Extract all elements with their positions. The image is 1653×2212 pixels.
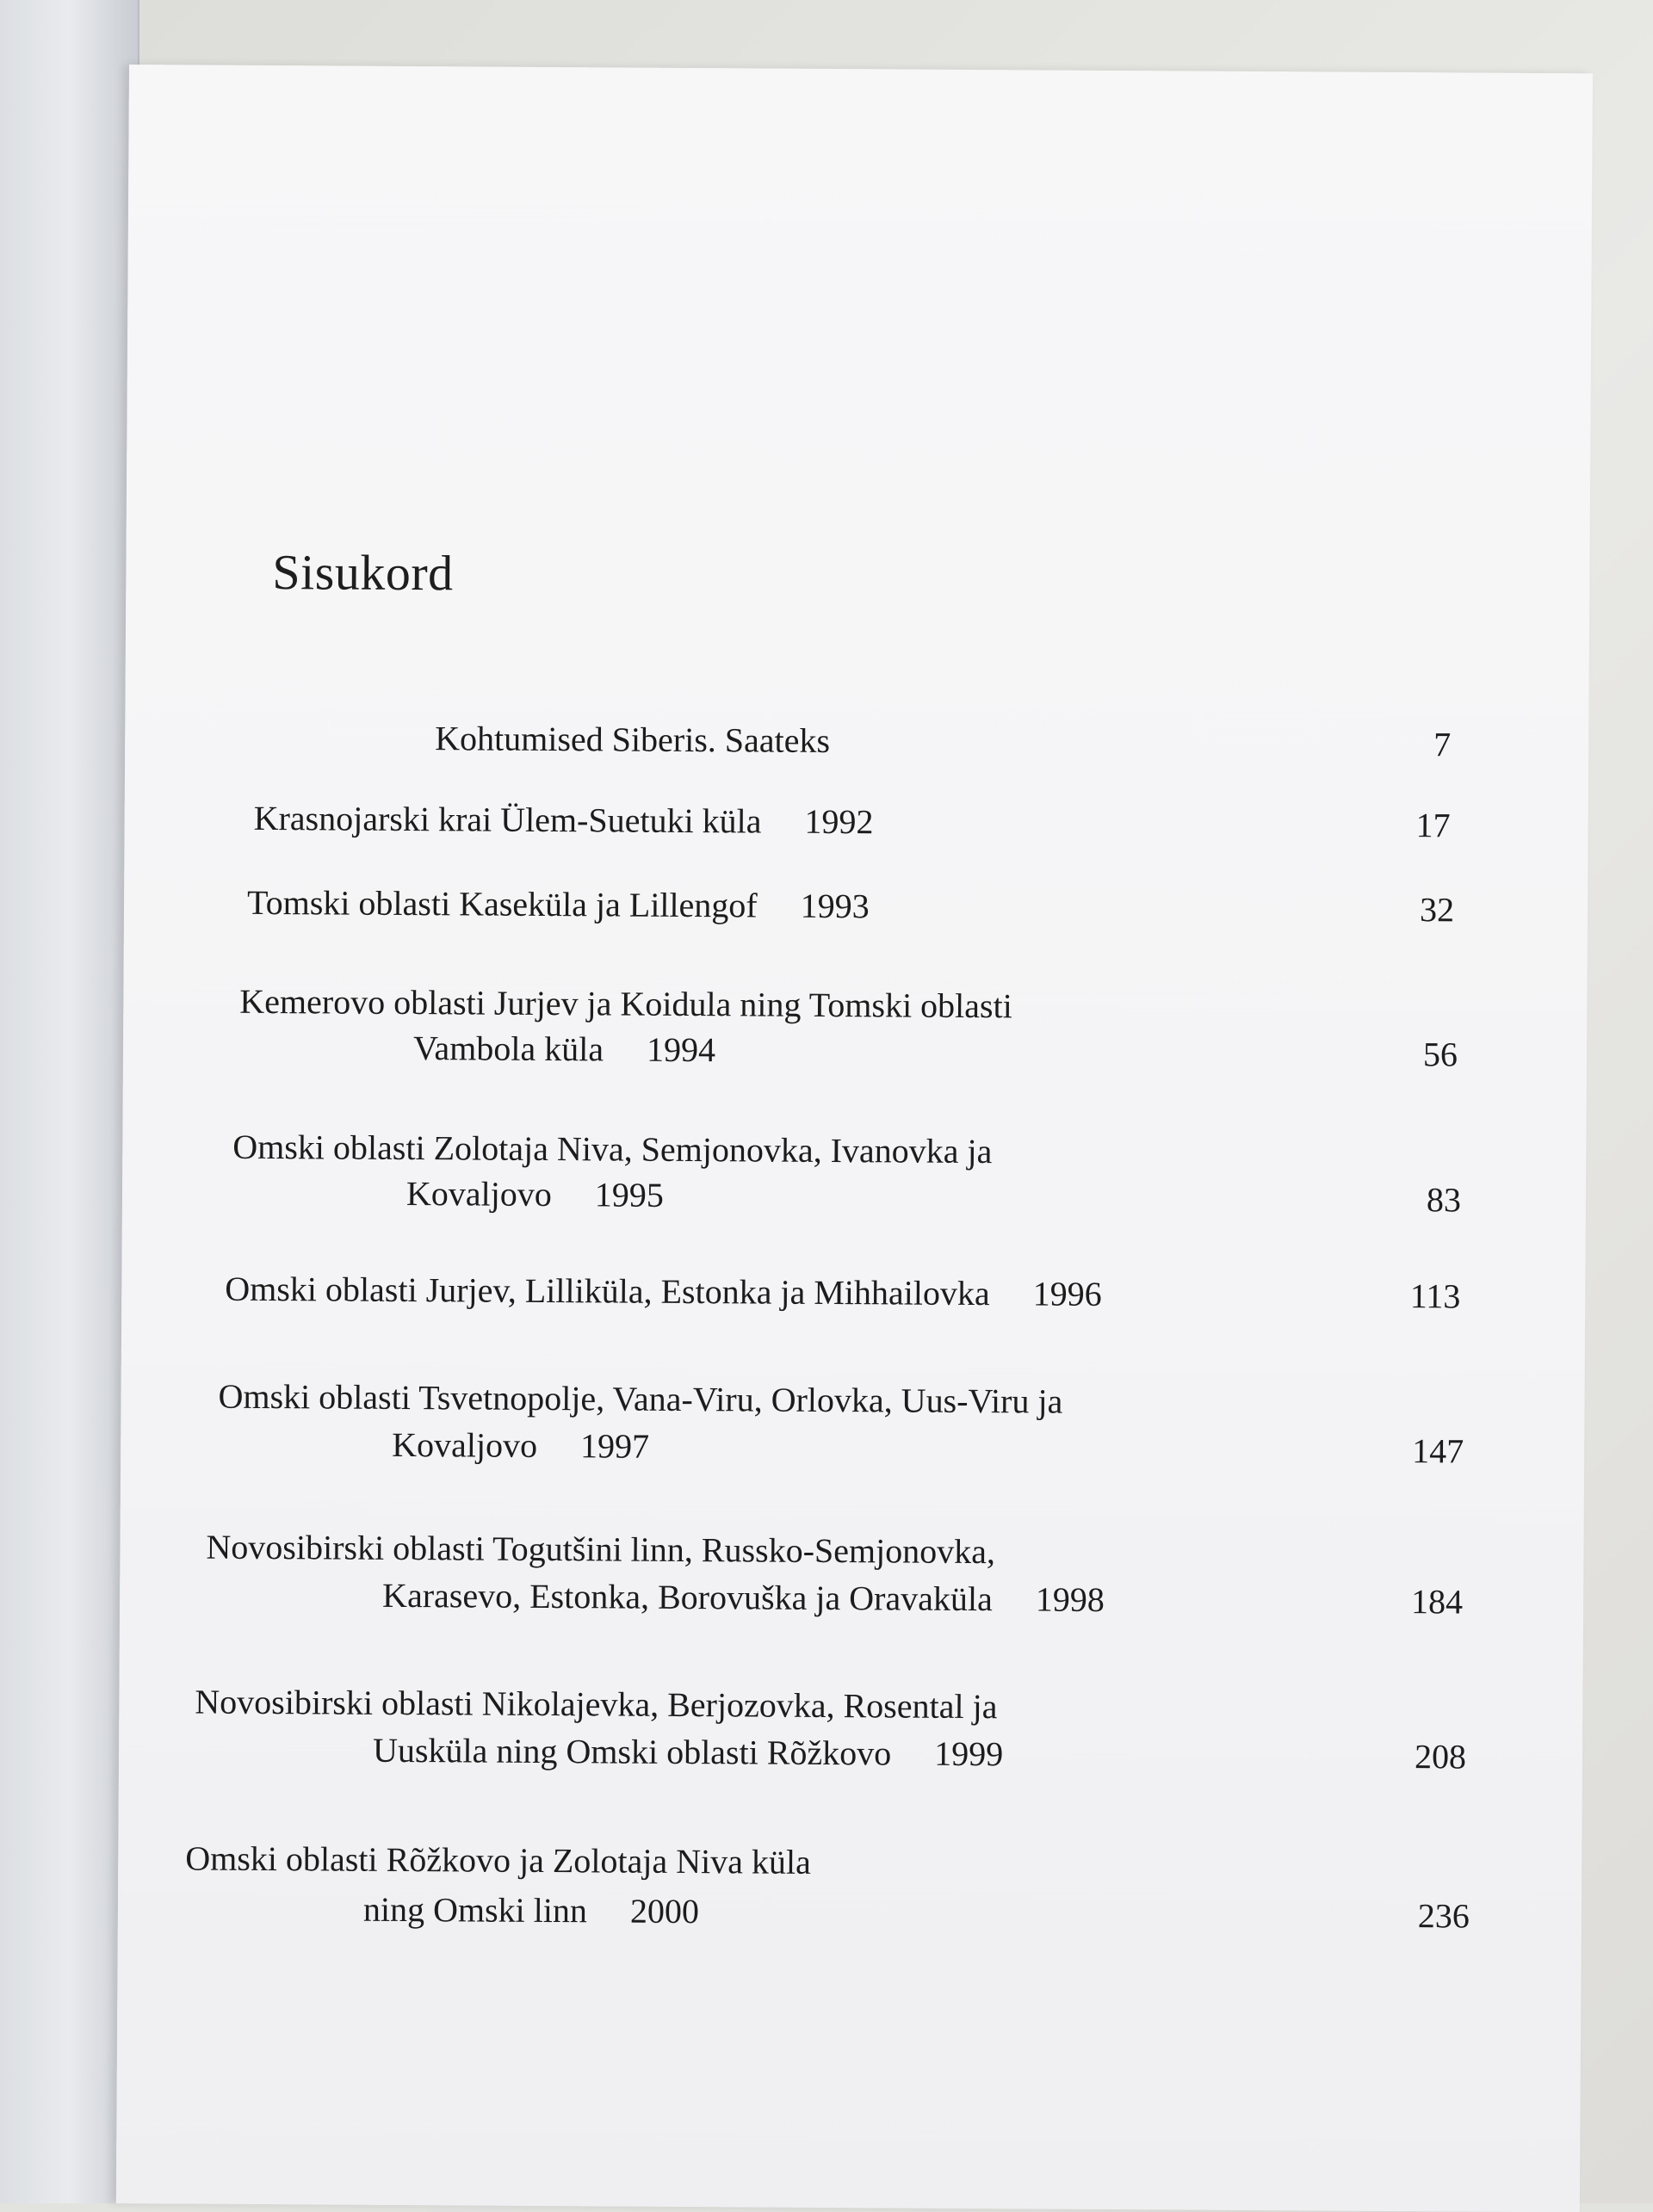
toc-entry-title-continued: Kovaljovo 1997 [392, 1424, 650, 1466]
toc-entry-year: 1994 [646, 1029, 716, 1070]
toc-entry-page: 208 [1414, 1737, 1467, 1776]
toc-entry-year: 1999 [934, 1733, 1004, 1774]
toc-entry-title: Omski oblasti Tsvetnopolje, Vana-Viru, Orlovka, Uus-Viru ja [218, 1376, 1063, 1421]
toc-entry-title: Omski oblasti Zolotaja Niva, Semjonovka, Ivanovka ja [232, 1127, 993, 1171]
toc-entry-title: Krasnojarski krai Ülem-Suetuki küla 1992 [253, 798, 874, 842]
toc-entry-page: 236 [1417, 1896, 1470, 1936]
toc-entry-year: 2000 [629, 1891, 700, 1931]
toc-entry-page: 83 [1426, 1180, 1462, 1220]
toc-entry-page: 7 [1433, 725, 1452, 764]
toc-entry-title: Novosibirski oblasti Togutšini linn, Russko-Semjonovka, [206, 1527, 996, 1572]
toc-entry-title: Omski oblasti Jurjev, Lilliküla, Estonka ja Mihhailovka 1996 [225, 1269, 1102, 1313]
toc-entry-title: Omski oblasti Rõžkovo ja Zolotaja Niva küla [185, 1838, 811, 1881]
toc-entry-year: 1998 [1035, 1579, 1105, 1619]
toc-entry-page: 147 [1412, 1431, 1464, 1471]
toc-entry-title: Kohtumised Siberis. Saateks [435, 719, 831, 760]
toc-entry-page: 113 [1409, 1276, 1461, 1316]
toc-heading: Sisukord [272, 544, 454, 602]
table-of-contents [116, 65, 1593, 2212]
toc-entry-page: 17 [1415, 806, 1451, 845]
toc-entry-year: 1995 [594, 1175, 665, 1214]
toc-entry-year: 1992 [804, 801, 874, 842]
toc-entry-page: 56 [1422, 1035, 1458, 1074]
toc-entry-year: 1997 [579, 1426, 650, 1466]
toc-entry-title: Kemerovo oblasti Jurjev ja Koidula ning Tomski oblasti [239, 981, 1012, 1026]
toc-entry-title-continued: Karasevo, Estonka, Borovuška ja Oravaküla 1998 [382, 1575, 1105, 1619]
book-page [116, 65, 1593, 2212]
toc-entry-page: 184 [1410, 1582, 1464, 1622]
toc-entry-title-continued: Vambola küla 1994 [412, 1029, 716, 1070]
toc-entry-title-continued: ning Omski linn 2000 [362, 1889, 700, 1931]
toc-entry-page: 32 [1419, 890, 1455, 930]
toc-entry-title-continued: Kovaljovo 1995 [406, 1173, 665, 1214]
toc-entry-year: 1996 [1032, 1274, 1102, 1313]
toc-entry-title-continued: Uusküla ning Omski oblasti Rõžkovo 1999 [372, 1730, 1004, 1774]
toc-entry-title: Tomski oblasti Kaseküla ja Lillengof 1993 [246, 882, 870, 926]
toc-entry-title: Novosibirski oblasti Nikolajevka, Berjozovka, Rosental ja [195, 1682, 998, 1727]
toc-entry-year: 1993 [800, 886, 870, 926]
